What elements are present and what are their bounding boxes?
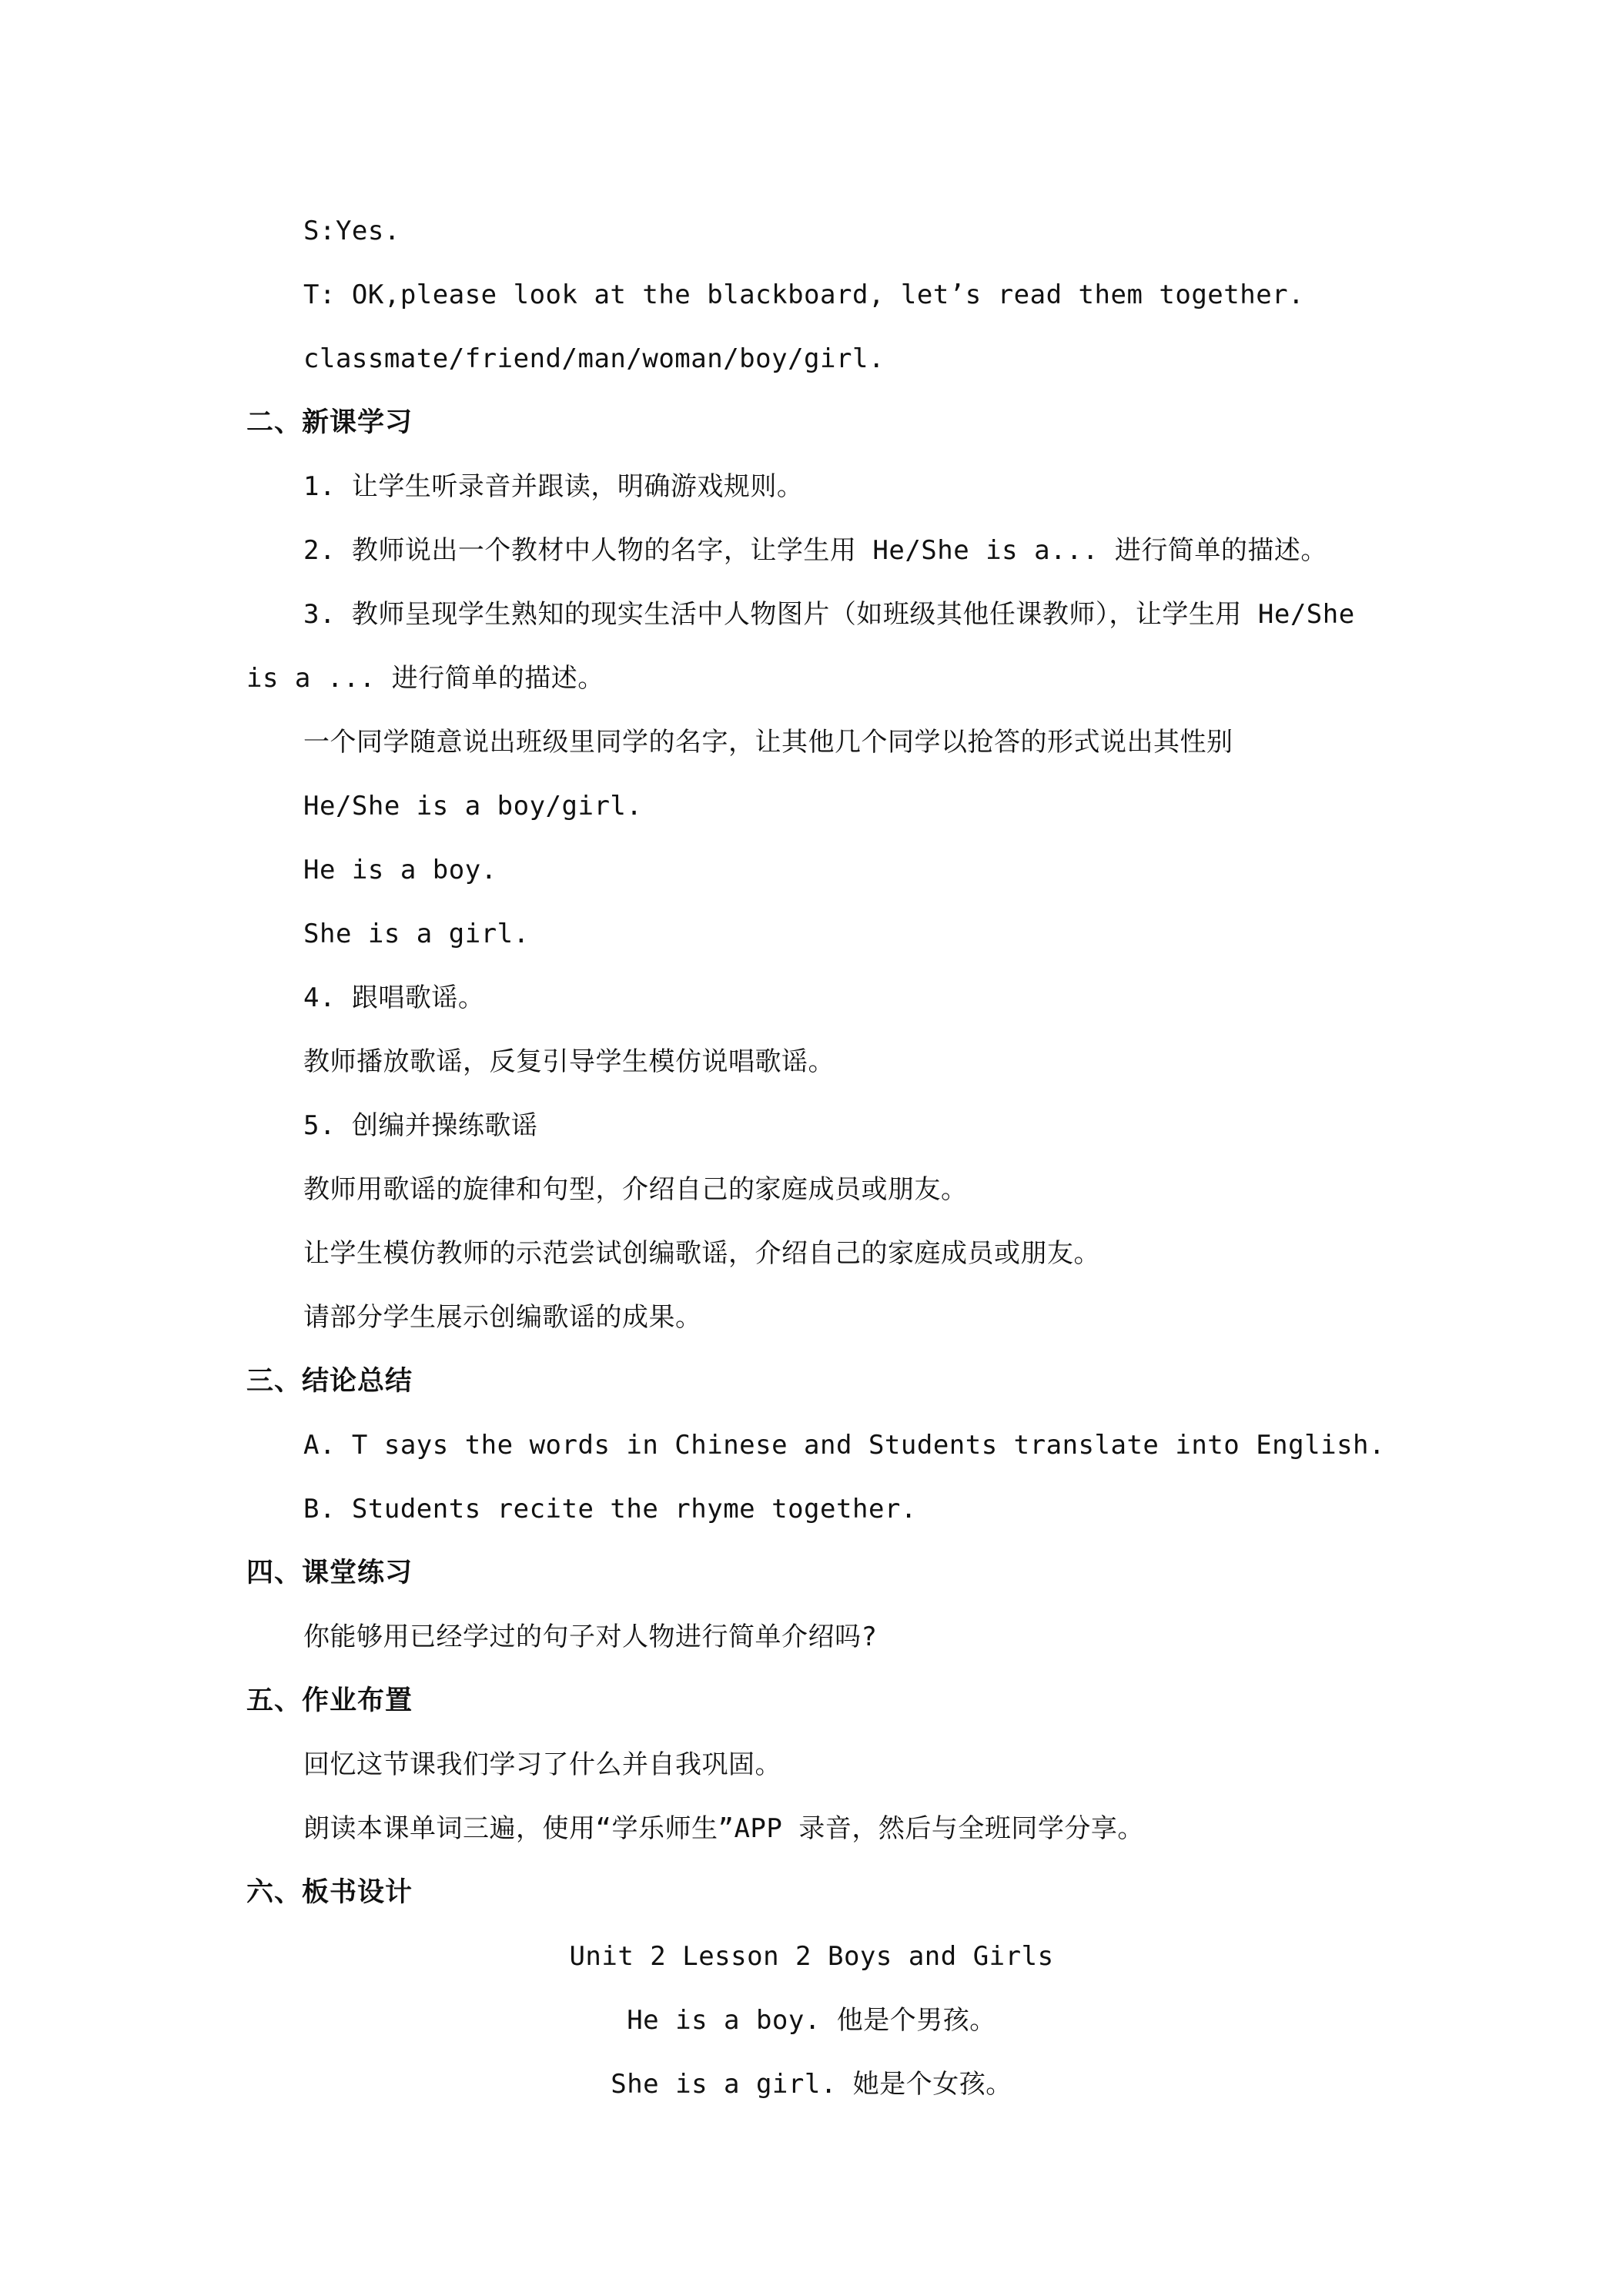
lesson-paragraph: 让学生模仿教师的示范尝试创编歌谣，介绍自己的家庭成员或朋友。 bbox=[303, 1238, 1100, 1269]
lesson-step-1: 1. 让学生听录音并跟读，明确游戏规则。 bbox=[303, 471, 804, 502]
section-heading-homework: 五、作业布置 bbox=[246, 1685, 413, 1716]
board-title: Unit 2 Lesson 2 Boys and Girls bbox=[569, 1941, 1054, 1972]
dialogue-line-teacher: T: OK,please look at the blackboard, let’s read them together. bbox=[303, 279, 1305, 310]
section-heading-practice: 四、课堂练习 bbox=[246, 1558, 413, 1588]
homework-item: 回忆这节课我们学习了什么并自我巩固。 bbox=[303, 1749, 781, 1780]
lesson-step-2: 2. 教师说出一个教材中人物的名字，让学生用 He/She is a... 进行简单的描述。 bbox=[303, 535, 1327, 566]
board-line: He is a boy. 他是个男孩。 bbox=[627, 2005, 996, 2036]
homework-item: 朗读本课单词三遍，使用“学乐师生”APP 录音，然后与全班同学分享。 bbox=[303, 1813, 1144, 1844]
lesson-step-3-line1: 3. 教师呈现学生熟知的现实生活中人物图片（如班级其他任课教师），让学生用 He/She bbox=[303, 599, 1355, 630]
lesson-step-3-line2: is a ... 进行简单的描述。 bbox=[246, 663, 604, 694]
lesson-step-5: 5. 创编并操练歌谣 bbox=[303, 1110, 538, 1141]
dialogue-line-student: S:Yes. bbox=[303, 216, 400, 246]
section-heading-summary: 三、结论总结 bbox=[246, 1366, 413, 1397]
example-sentence: She is a girl. bbox=[303, 919, 530, 949]
summary-item-b: B. Students recite the rhyme together. bbox=[303, 1494, 917, 1525]
lesson-paragraph: 教师播放歌谣，反复引导学生模仿说唱歌谣。 bbox=[303, 1046, 835, 1077]
lesson-paragraph: 请部分学生展示创编歌谣的成果。 bbox=[303, 1302, 702, 1333]
section-heading-new-lesson: 二、新课学习 bbox=[246, 407, 413, 438]
lesson-paragraph: 教师用歌谣的旋律和句型，介绍自己的家庭成员或朋友。 bbox=[303, 1174, 968, 1205]
lesson-paragraph: 一个同学随意说出班级里同学的名字，让其他几个同学以抢答的形式说出其性别 bbox=[303, 727, 1233, 758]
lesson-step-4: 4. 跟唱歌谣。 bbox=[303, 982, 485, 1013]
example-sentence: He/She is a boy/girl. bbox=[303, 791, 643, 822]
section-heading-board-design: 六、板书设计 bbox=[246, 1877, 413, 1908]
board-line: She is a girl. 她是个女孩。 bbox=[611, 2069, 1012, 2100]
summary-item-a: A. T says the words in Chinese and Students translate into English. bbox=[303, 1430, 1385, 1461]
example-sentence: He is a boy. bbox=[303, 855, 497, 885]
vocabulary-list: classmate/friend/man/woman/boy/girl. bbox=[303, 343, 885, 374]
practice-question: 你能够用已经学过的句子对人物进行简单介绍吗? bbox=[303, 1622, 878, 1652]
